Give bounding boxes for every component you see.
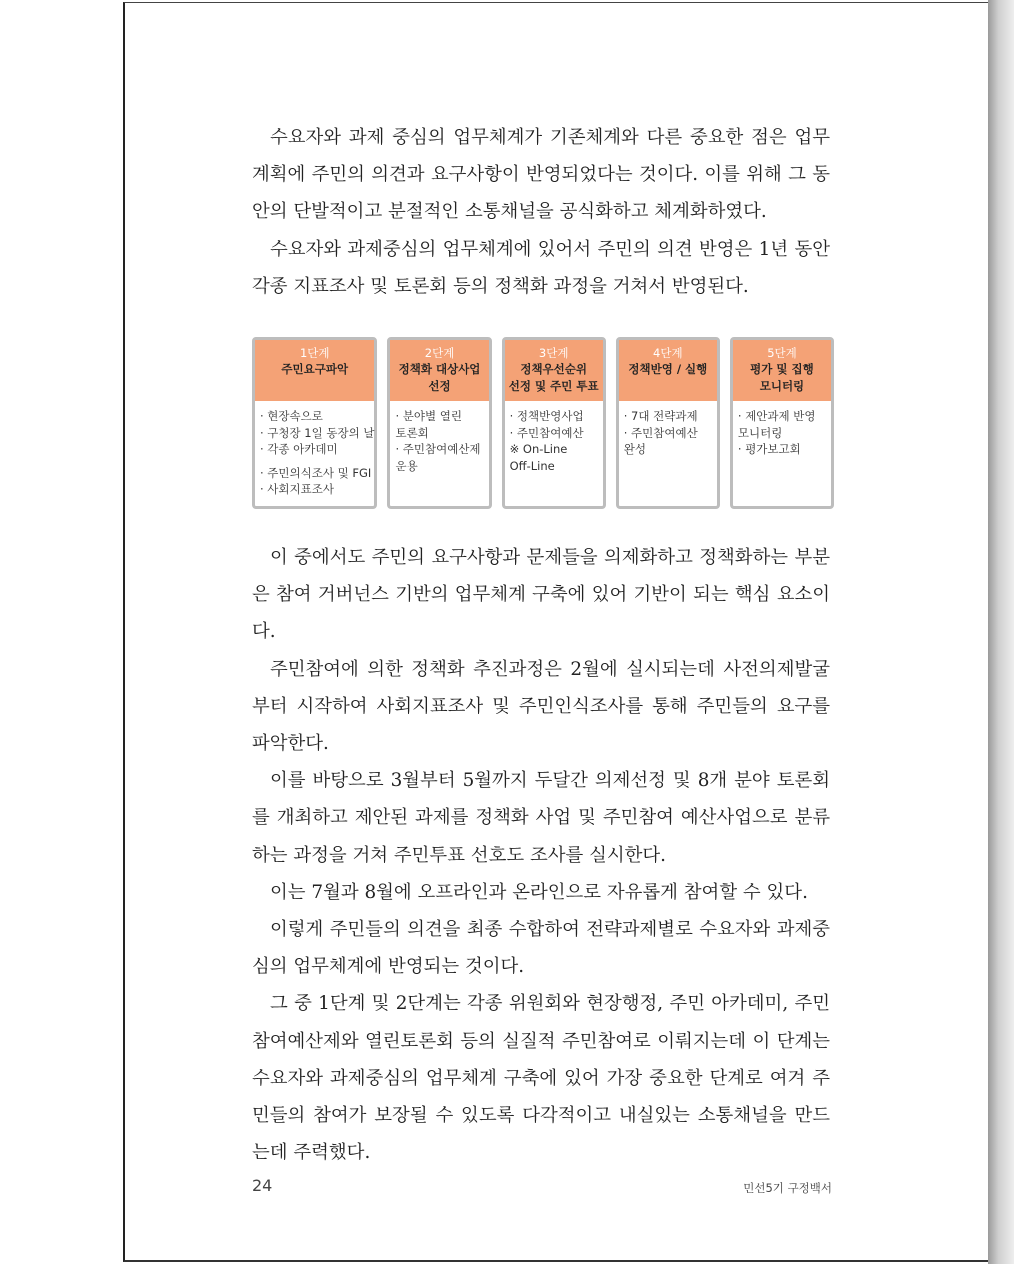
step-box (252, 337, 377, 509)
step-item: Off-Line (509, 458, 555, 473)
step-title: 선정 (428, 379, 451, 393)
step-item: · 제안과제 반영 (737, 409, 816, 423)
step-title: 정책화 대상사업 (398, 362, 481, 376)
step-item: · 주민의식조사 및 FGI (260, 465, 372, 480)
step-title: 모니터링 (759, 379, 805, 393)
step-item: · 분야별 열린 (395, 409, 462, 423)
step-box (616, 337, 720, 509)
step-item: · 정책반영사업 (509, 409, 584, 423)
step-item: · 주민참여예산제 (395, 442, 481, 456)
paragraph: 수요자와 과제 중심의 업무체계가 기존체계와 다른 중요한 점은 업무계획에 주민의 의견과 요구사항이 반영되었다는 것이다. 이를 위해 그 동안의 단발적이고 분절적인 소통채널을 공식화하고 체계화하였다. (252, 127, 830, 223)
step-number: 1단계 (299, 346, 330, 360)
step-item: 토론회 (395, 425, 429, 440)
page-edge-shadow (988, 0, 1014, 1264)
paragraph: 주민참여에 의한 정책화 추진과정은 2월에 실시되는데 사전의제발굴부터 시작하여 사회지표조사 및 주민인식조사를 통해 주민들의 요구를 파악한다. (252, 658, 830, 755)
step-title: 정책반영 / 실행 (628, 362, 708, 376)
body-text (252, 539, 830, 1171)
step-body (619, 401, 717, 458)
process-steps-diagram (252, 337, 834, 509)
step-box (502, 337, 606, 509)
step-body (390, 401, 488, 474)
step-item: 운용 (395, 458, 418, 473)
step-number: 4단계 (653, 346, 683, 360)
paragraph: 이 중에서도 주민의 요구사항과 문제들을 의제화하고 정책화하는 부분은 참여 거버넌스 기반의 업무체계 구축에 있어 기반이 되는 핵심 요소이다. (252, 547, 830, 643)
intro-text (252, 119, 830, 305)
binding-gutter (0, 0, 123, 1264)
step-box (387, 337, 491, 509)
step-item: · 평가보고회 (737, 442, 801, 456)
step-item: ※ On-Line (509, 442, 568, 456)
book-title: 민선5기 구정백서 (743, 1181, 832, 1195)
paragraph: 수요자와 과제중심의 업무체계에 있어서 주민의 의견 반영은 1년 동안 각종 지표조사 및 토론회 등의 정책화 과정을 거쳐서 반영된다. (252, 238, 830, 297)
paragraph: 이렇게 주민들의 의견을 최종 수합하여 전략과제별로 수요자와 과제중심의 업무체계에 반영되는 것이다. (252, 919, 830, 978)
step-header (733, 340, 831, 401)
step-item: · 현장속으로 (260, 409, 323, 423)
step-number: 2단계 (424, 346, 455, 360)
step-item: · 구청장 1일 동장의 날 (260, 425, 375, 440)
step-title: 주민요구파악 (281, 362, 349, 376)
page-number: 24 (252, 1176, 273, 1195)
step-box (730, 337, 834, 509)
step-item: · 각종 아카데미 (260, 442, 338, 456)
step-number: 3단계 (538, 346, 569, 360)
step-number: 5단계 (767, 346, 797, 360)
step-title: 평가 및 집행 (750, 362, 814, 376)
step-body (255, 401, 374, 498)
step-title: 선정 및 주민 투표 (508, 379, 599, 393)
step-header (255, 340, 374, 401)
step-header (619, 340, 717, 401)
step-item: · 주민참여예산 (623, 425, 698, 440)
step-header (505, 340, 603, 401)
step-title: 정책우선순위 (520, 362, 587, 376)
step-item: · 사회지표조사 (260, 482, 334, 496)
step-header (390, 340, 488, 401)
paragraph: 이를 바탕으로 3월부터 5월까지 두달간 의제선정 및 8개 분야 토론회를 개최하고 제안된 과제를 정책화 사업 및 주민참여 예산사업으로 분류하는 과정을 거쳐 주민투표 선호도 조사를 실시한다. (252, 770, 830, 866)
step-body (505, 401, 603, 474)
step-item: · 7대 전략과제 (623, 409, 698, 423)
step-body (733, 401, 831, 458)
step-item: 완성 (623, 442, 646, 456)
paragraph: 이는 7월과 8월에 오프라인과 온라인으로 자유롭게 참여할 수 있다. (270, 881, 808, 903)
step-item: · 주민참여예산 (509, 425, 584, 440)
step-item: 모니터링 (737, 425, 783, 440)
paragraph: 그 중 1단계 및 2단계는 각종 위원회와 현장행정, 주민 아카데미, 주민참여예산제와 열린토론회 등의 실질적 주민참여로 이뤄지는데 이 단계는 수요자와 과제중심의 업무체계 구축에 있어 가장 중요한 단계로 여겨 주민들의 참여가 보장될 수 있도록 다각적이고 내실있는 소통채널을 만드는데 주력했다. (252, 993, 830, 1164)
